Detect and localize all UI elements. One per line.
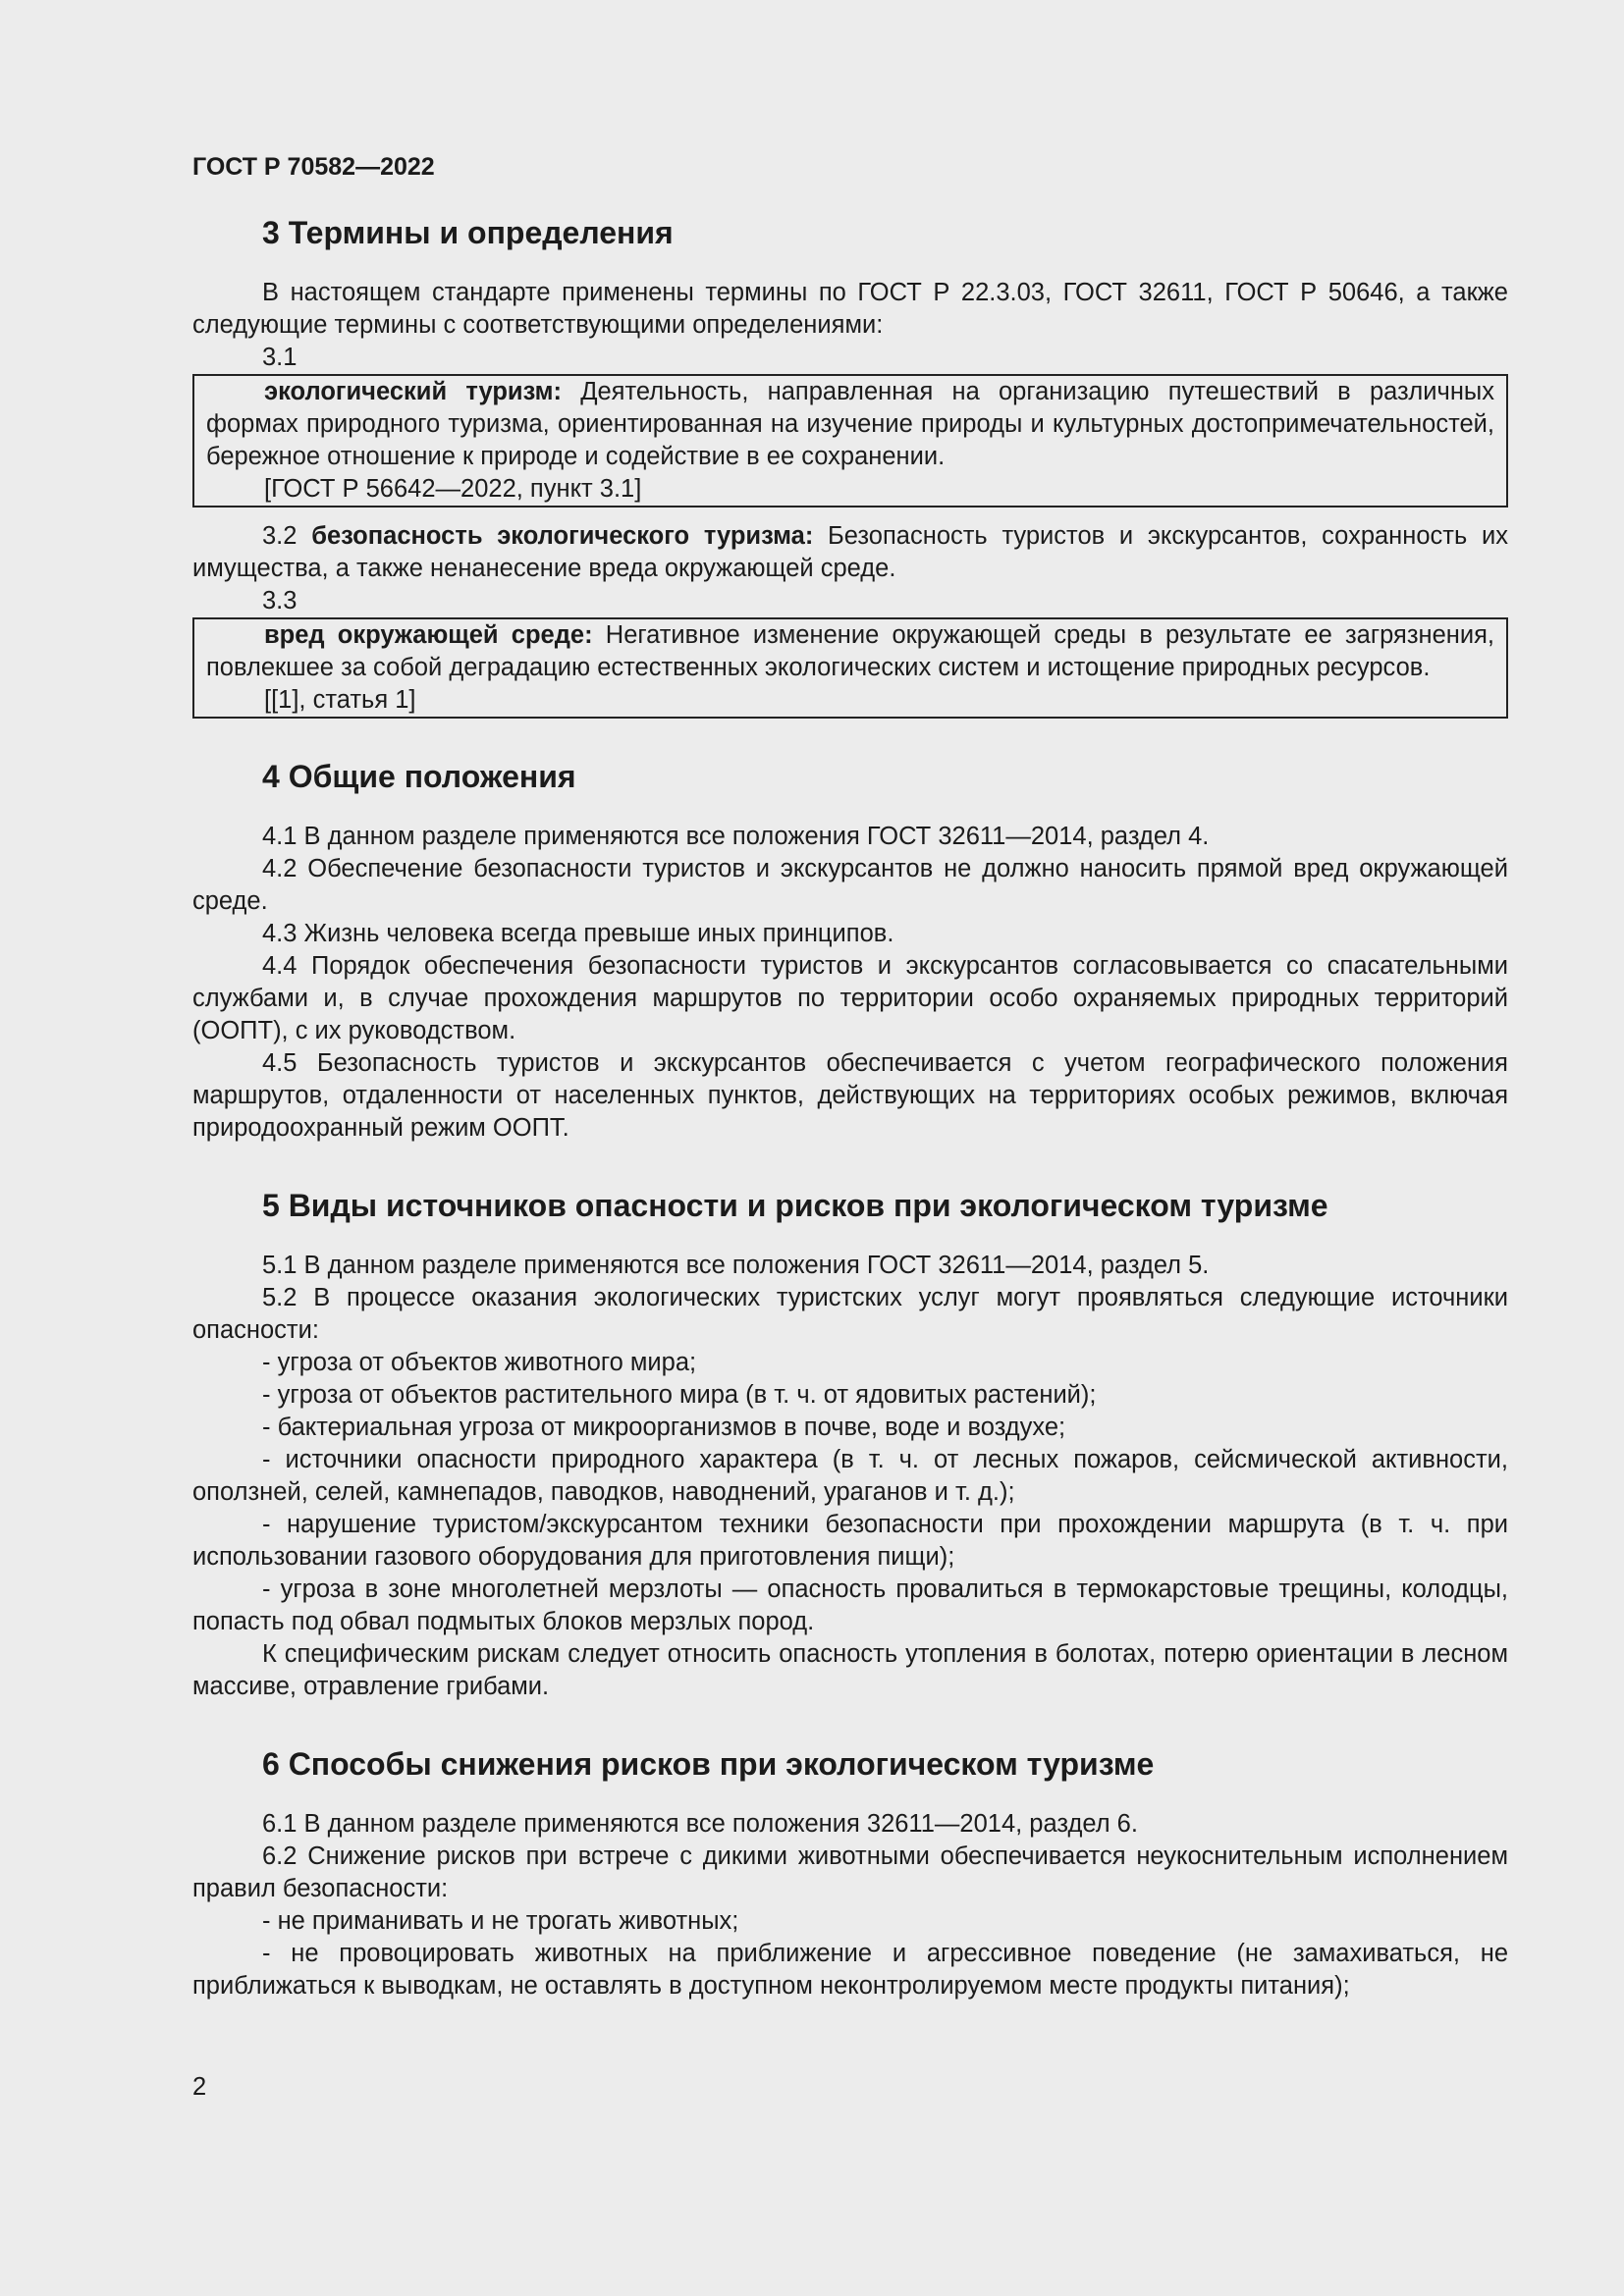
- list-item: - источники опасности природного характера (в т. ч. от лесных пожаров, сейсмической активности, оползней, селей, камнепадов, паводков, наводнений, ураганов и т. д.);: [192, 1446, 1508, 1506]
- term-definition: [206, 376, 1494, 473]
- paragraph: 5.1 В данном разделе применяются все положения ГОСТ 32611—2014, раздел 5.: [262, 1252, 1210, 1279]
- list-item: - нарушение туристом/экскурсантом техники безопасности при прохождении маршрута (в т. ч. при использовании газового оборудования для приготовления пищи);: [192, 1511, 1508, 1571]
- paragraph: 4.3 Жизнь человека всегда превыше иных принципов.: [262, 920, 894, 947]
- term-definition: [206, 619, 1494, 684]
- term-text: Деятельность, направленная на организацию путешествий в различных формах природного туризма, ориентированная на изучение природы и культурных достопримечательностей, бережное отношение к природе и содействие в ее сохранении.: [206, 378, 1494, 470]
- term-source: [[1], статья 1]: [264, 686, 416, 714]
- page-number: 2: [192, 2073, 207, 2101]
- section-risk-reduction: [192, 1742, 1508, 2002]
- section-terms: [192, 211, 1508, 755]
- section-hazard-sources: [192, 1184, 1508, 1703]
- document-code-header: ГОСТ Р 70582—2022: [192, 153, 435, 181]
- list-item: - угроза в зоне многолетней мерзлоты — опасность провалиться в термокарстовые трещины, колодцы, попасть под обвал подмытых блоков мерзлых пород.: [192, 1575, 1508, 1635]
- term-definition: [192, 520, 1508, 585]
- section-title: 4 Общие положения: [262, 759, 576, 794]
- paragraph: 4.2 Обеспечение безопасности туристов и экскурсантов не должно наносить прямой вред окружающей среде.: [192, 855, 1508, 915]
- section-title: 5 Виды источников опасности и рисков при экологическом туризме: [262, 1188, 1328, 1223]
- term-name: вред окружающей среде:: [264, 621, 593, 649]
- paragraph: 5.2 В процессе оказания экологических туристских услуг могут проявляться следующие источники опасности:: [192, 1284, 1508, 1344]
- paragraph: 6.2 Снижение рисков при встрече с дикими животными обеспечивается неукоснительным исполнением правил безопасности:: [192, 1842, 1508, 1902]
- section-title: 3 Термины и определения: [262, 215, 674, 250]
- term-text: Негативное изменение окружающей среды в результате ее загрязнения, повлекшее за собой деградацию естественных экологических систем и истощение природных ресурсов.: [206, 621, 1494, 681]
- list-item: - угроза от объектов растительного мира (в т. ч. от ядовитых растений);: [262, 1381, 1097, 1409]
- term-source: [ГОСТ Р 56642—2022, пункт 3.1]: [264, 475, 642, 503]
- paragraph: 4.5 Безопасность туристов и экскурсантов обеспечивается с учетом географического положения маршрутов, отдаленности от населенных пунктов, действующих на территориях особых режимов, включая природоохранный режим ООПТ.: [192, 1049, 1508, 1142]
- term-definition-box: [192, 617, 1508, 719]
- document-page: [192, 147, 1508, 2002]
- list-item: - не приманивать и не трогать животных;: [262, 1907, 739, 1935]
- term-number: 3.3: [262, 587, 298, 614]
- paragraph: В настоящем стандарте применены термины по ГОСТ Р 22.3.03, ГОСТ 32611, ГОСТ Р 50646, а также следующие термины с соответствующими определениями:: [192, 279, 1508, 339]
- paragraph: 4.4 Порядок обеспечения безопасности туристов и экскурсантов согласовывается со спасательными службами и, в случае прохождения маршрутов по территории особо охраняемых природных территорий (ООПТ), с их руководством.: [192, 952, 1508, 1044]
- section-general-provisions: [192, 755, 1508, 1145]
- section-title: 6 Способы снижения рисков при экологическом туризме: [262, 1746, 1155, 1782]
- list-item: - не провоцировать животных на приближение и агрессивное поведение (не замахиваться, не приближаться к выводкам, не оставлять в доступном неконтролируемом месте продукты питания);: [192, 1940, 1508, 2000]
- term-number: 3.1: [262, 344, 298, 371]
- paragraph: 4.1 В данном разделе применяются все положения ГОСТ 32611—2014, раздел 4.: [262, 823, 1210, 850]
- term-number: 3.2: [262, 522, 312, 550]
- list-item: - угроза от объектов животного мира;: [262, 1349, 697, 1376]
- list-item: - бактериальная угроза от микроорганизмов в почве, воде и воздухе;: [262, 1414, 1066, 1441]
- paragraph: 6.1 В данном разделе применяются все положения 32611—2014, раздел 6.: [262, 1810, 1138, 1838]
- term-definition-box: [192, 374, 1508, 507]
- term-name: экологический туризм:: [264, 378, 562, 405]
- paragraph: К специфическим рискам следует относить опасность утопления в болотах, потерю ориентации в лесном массиве, отравление грибами.: [192, 1640, 1508, 1700]
- term-text: Безопасность туристов и экскурсантов, сохранность их имущества, а также ненанесение вреда окружающей среде.: [192, 522, 1508, 582]
- term-name: безопасность экологического туризма:: [311, 522, 814, 550]
